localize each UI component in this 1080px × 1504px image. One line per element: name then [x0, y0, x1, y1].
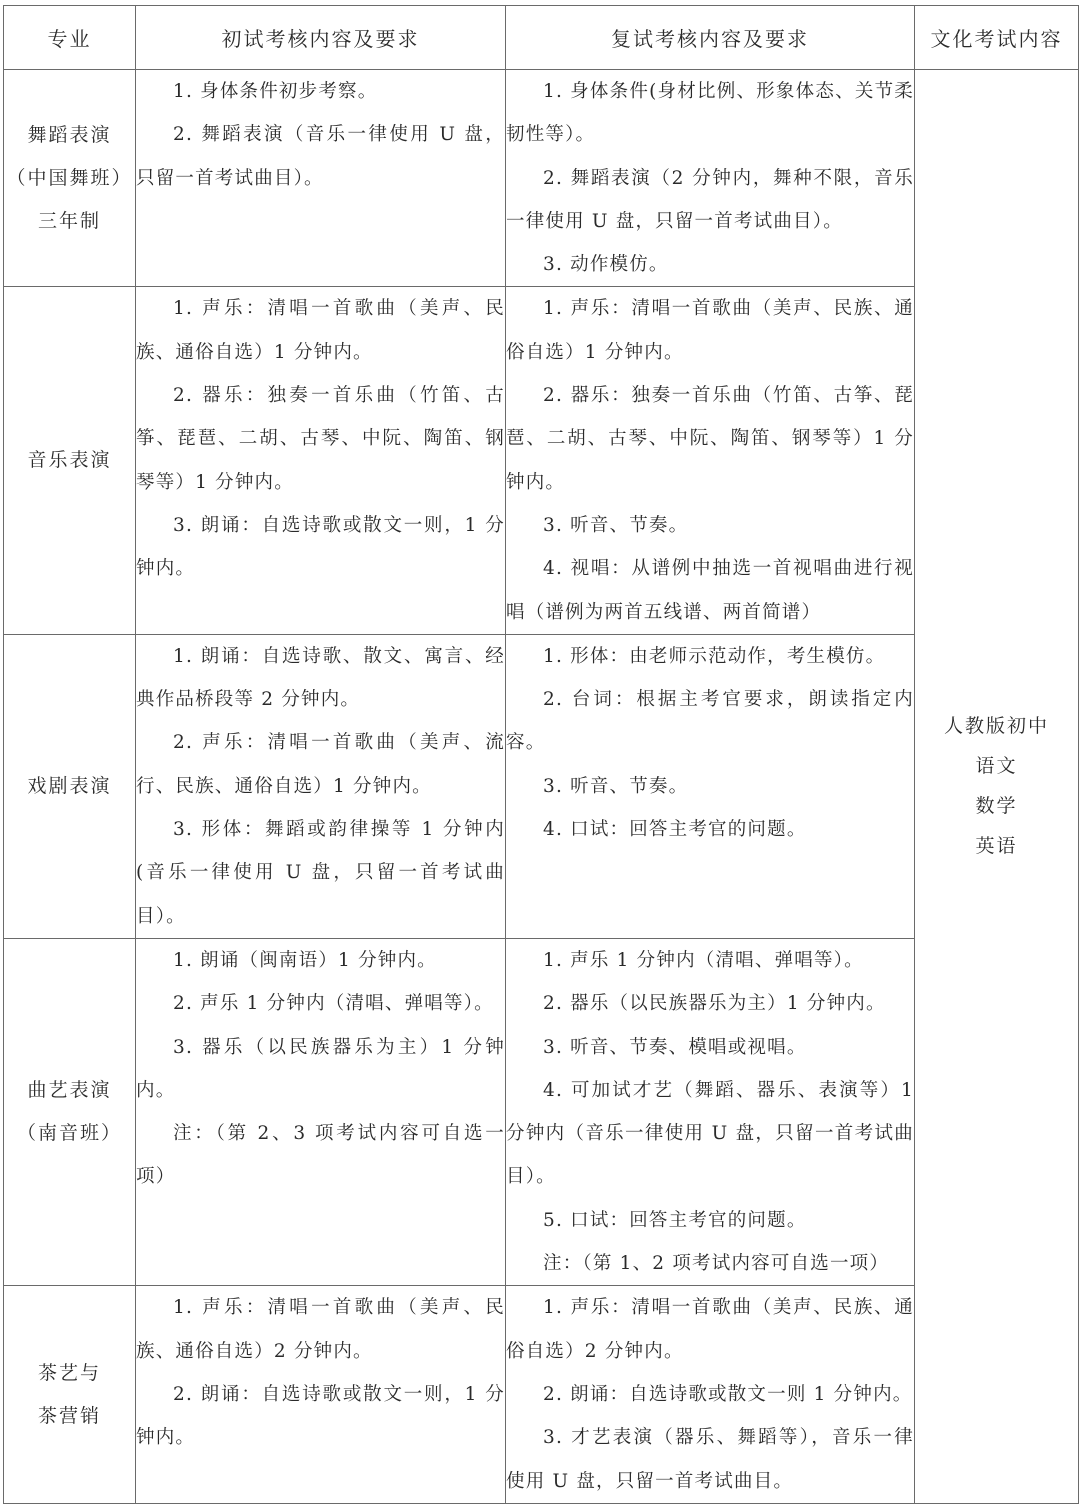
culture-exam-line: 人教版初中 [943, 715, 1049, 738]
requirement-item: 2. 器乐：独奏一首乐曲（竹笛、古筝、琵琶、二胡、古琴、中阮、陶笛、钢琴等）1 分钟内。 [506, 385, 914, 493]
major-cell [4, 938, 136, 1285]
requirement-item: 1. 身体条件(身材比例、形象体态、关节柔韧性等）。 [506, 81, 914, 146]
requirement-item: 3. 听音、节奏。 [543, 514, 689, 536]
culture-exam-line: 英语 [975, 835, 1018, 858]
major-name: 三年制 [37, 209, 101, 232]
requirement-item: 1. 声乐 1 分钟内（清唱、弹唱等）。 [543, 949, 864, 971]
requirement-note: 注：（第 1、2 项考试内容可自选一项） [543, 1253, 890, 1275]
requirement-item: 1. 身体条件初步考察。 [173, 81, 378, 102]
requirement-item: 3. 器乐（以民族器乐为主）1 分钟内。 [136, 1036, 505, 1101]
retest-exam-cell [506, 287, 915, 634]
requirement-item: 1. 形体：由老师示范动作，考生模仿。 [543, 645, 886, 667]
requirement-item: 3. 朗诵：自选诗歌或散文一则，1 分钟内。 [136, 514, 505, 580]
major-cell [4, 634, 136, 938]
header-culture-exam: 文化考试内容 [915, 6, 1079, 70]
requirement-item: 1. 朗诵：自选诗歌、散文、寓言、经典作品桥段等 2 分钟内。 [136, 645, 505, 711]
initial-exam-cell [136, 938, 506, 1285]
major-name: 戏剧表演 [27, 774, 112, 797]
requirement-item: 2. 朗诵：自选诗歌或散文一则 1 分钟内。 [543, 1383, 913, 1405]
retest-exam-cell [506, 634, 915, 938]
requirement-item: 2. 器乐（以民族器乐为主）1 分钟内。 [543, 993, 886, 1015]
major-cell [4, 1286, 136, 1503]
culture-exam-line: 语文 [975, 755, 1018, 778]
requirement-item: 2. 声乐：清唱一首歌曲（美声、流行、民族、通俗自选）1 分钟内。 [136, 732, 505, 797]
initial-exam-cell [136, 287, 506, 634]
requirement-item: 5. 口试：回答主考官的问题。 [543, 1209, 807, 1231]
requirement-item: 2. 朗诵：自选诗歌或散文一则，1 分钟内。 [136, 1383, 505, 1449]
requirement-item: 2. 舞蹈表演（音乐一律使用 U 盘，只留一首考试曲目）。 [136, 124, 505, 189]
requirement-item: 1. 声乐：清唱一首歌曲（美声、民族、通俗自选）2 分钟内。 [136, 1297, 505, 1362]
culture-exam-cell [915, 70, 1079, 1504]
initial-exam-cell [136, 1286, 506, 1503]
major-name: 茶艺与 [37, 1361, 101, 1384]
initial-exam-cell [136, 634, 506, 938]
initial-exam-cell [136, 70, 506, 287]
major-cell [4, 70, 136, 287]
requirement-item: 1. 声乐：清唱一首歌曲（美声、民族、通俗自选）1 分钟内。 [506, 298, 914, 363]
header-major: 专业 [4, 6, 136, 70]
requirement-note: 注：（第 2、3 项考试内容可自选一项） [136, 1123, 505, 1188]
retest-exam-cell [506, 938, 915, 1285]
major-cell [4, 287, 136, 634]
requirement-item: 3. 听音、节奏、模唱或视唱。 [543, 1036, 807, 1058]
retest-exam-cell [506, 70, 915, 287]
table-row [4, 70, 1079, 287]
requirement-item: 2. 台词：根据主考官要求，朗读指定内容。 [506, 689, 914, 754]
requirement-item: 1. 声乐：清唱一首歌曲（美声、民族、通俗自选）1 分钟内。 [136, 298, 505, 363]
requirement-item: 2. 声乐 1 分钟内（清唱、弹唱等）。 [173, 993, 494, 1015]
major-name: （中国舞班） [6, 166, 133, 189]
requirement-item: 3. 形体：舞蹈或韵律操等 1 分钟内(音乐一律使用 U 盘，只留一首考试曲目）。 [136, 819, 505, 927]
major-name: 舞蹈表演 [27, 123, 112, 146]
requirement-item: 4. 视唱：从谱例中抽选一首视唱曲进行视唱（谱例为两首五线谱、两首简谱） [506, 558, 914, 623]
requirement-item: 3. 动作模仿。 [543, 254, 669, 276]
header-row [4, 6, 1079, 70]
requirement-item: 1. 朗诵（闽南语）1 分钟内。 [173, 949, 437, 971]
requirement-item: 2. 器乐：独奏一首乐曲（竹笛、古筝、琵琶、二胡、古琴、中阮、陶笛、钢琴等）1 分钟内。 [136, 385, 505, 493]
major-name: 曲艺表演 [27, 1079, 112, 1102]
major-name: （南音班） [16, 1122, 122, 1145]
requirement-item: 3. 才艺表演（器乐、舞蹈等），音乐一律使用 U 盘，只留一首考试曲目。 [506, 1427, 914, 1492]
requirement-item: 2. 舞蹈表演（2 分钟内，舞种不限，音乐一律使用 U 盘，只留一首考试曲目）。 [506, 167, 914, 232]
requirement-item: 4. 可加试才艺（舞蹈、器乐、表演等）1 分钟内（音乐一律使用 U 盘，只留一首考试曲目）。 [506, 1079, 914, 1188]
header-retest-exam: 复试考核内容及要求 [506, 6, 915, 70]
major-name: 音乐表演 [27, 449, 112, 472]
requirement-item: 4. 口试：回答主考官的问题。 [543, 819, 807, 841]
exam-requirements-table [3, 5, 1079, 1504]
header-initial-exam: 初试考核内容及要求 [136, 6, 506, 70]
requirement-item: 3. 听音、节奏。 [543, 775, 689, 797]
retest-exam-cell [506, 1286, 915, 1503]
requirement-item: 1. 声乐：清唱一首歌曲（美声、民族、通俗自选）2 分钟内。 [506, 1297, 914, 1362]
culture-exam-line: 数学 [975, 795, 1018, 818]
major-name: 茶营销 [37, 1404, 101, 1427]
